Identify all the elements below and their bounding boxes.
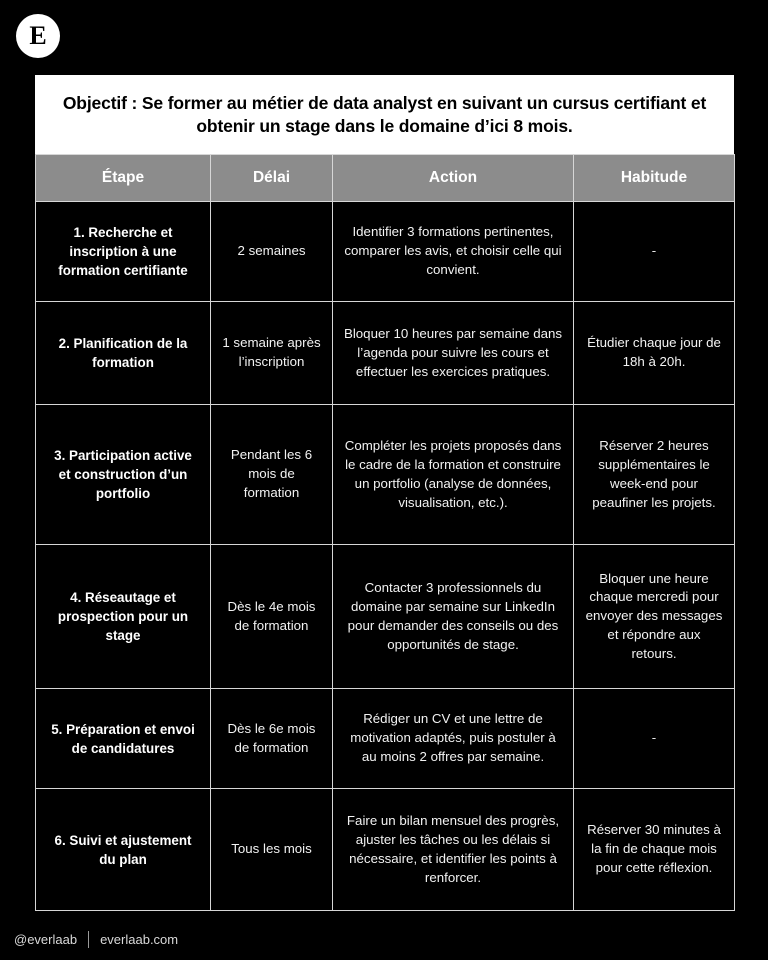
cell-habitude: - [574,202,735,302]
table-header-row [36,155,735,202]
cell-action: Faire un bilan mensuel des progrès, ajuster les tâches ou les délais si nécessaire, et identifier les points à renforcer. [333,789,574,911]
cell-action: Compléter les projets proposés dans le cadre de la formation et construire un portfolio (analyse de données, visualisation, etc.). [333,405,574,545]
table-row [36,789,735,911]
cell-action: Bloquer 10 heures par semaine dans l’agenda pour suivre les cours et effectuer les exercices pratiques. [333,302,574,405]
cell-action: Contacter 3 professionnels du domaine par semaine sur LinkedIn pour demander des conseils ou des opportunités de stage. [333,545,574,689]
logo-letter: E [29,20,47,50]
cell-habitude: - [574,689,735,789]
footer-website: everlaab.com [100,932,179,947]
logo-circle-icon [16,14,60,58]
cell-habitude: Étudier chaque jour de 18h à 20h. [574,302,735,405]
cell-action: Identifier 3 formations pertinentes, comparer les avis, et choisir celle qui convient. [333,202,574,302]
cell-delai: Pendant les 6 mois de formation [211,405,333,545]
cell-etape: 2. Planification de la formation [36,302,211,405]
objective-banner: Objectif : Se former au métier de data analyst en suivant un cursus certifiant et obtenir un stage dans le domaine d’ici 8 mois. [35,75,734,154]
cell-habitude: Réserver 2 heures supplémentaires le week-end pour peaufiner les projets. [574,405,735,545]
table-row [36,545,735,689]
cell-delai: 2 semaines [211,202,333,302]
column-header-habitude: Habitude [574,155,735,202]
table-row [36,689,735,789]
column-header-action: Action [333,155,574,202]
table-header [36,155,735,202]
table-body [36,202,735,911]
table-row [36,405,735,545]
table-row [36,302,735,405]
cell-etape: 4. Réseautage et prospection pour un stage [36,545,211,689]
column-header-delai: Délai [211,155,333,202]
cell-etape: 5. Préparation et envoi de candidatures [36,689,211,789]
cell-habitude: Réserver 30 minutes à la fin de chaque mois pour cette réflexion. [574,789,735,911]
cell-habitude: Bloquer une heure chaque mercredi pour envoyer des messages et répondre aux retours. [574,545,735,689]
plan-card [35,75,734,911]
column-header-etape: Étape [36,155,211,202]
cell-delai: Dès le 4e mois de formation [211,545,333,689]
cell-delai: Dès le 6e mois de formation [211,689,333,789]
brand-logo [16,14,60,58]
action-plan-table [35,154,735,911]
cell-delai: Tous les mois [211,789,333,911]
cell-action: Rédiger un CV et une lettre de motivation adaptés, puis postuler à au moins 2 offres par semaine. [333,689,574,789]
cell-delai: 1 semaine après l’inscription [211,302,333,405]
footer-handle: @everlaab [14,932,78,947]
cell-etape: 6. Suivi et ajustement du plan [36,789,211,911]
footer [14,931,178,948]
cell-etape: 3. Participation active et construction d’un portfolio [36,405,211,545]
footer-divider [88,931,89,948]
cell-etape: 1. Recherche et inscription à une formation certifiante [36,202,211,302]
table-row [36,202,735,302]
